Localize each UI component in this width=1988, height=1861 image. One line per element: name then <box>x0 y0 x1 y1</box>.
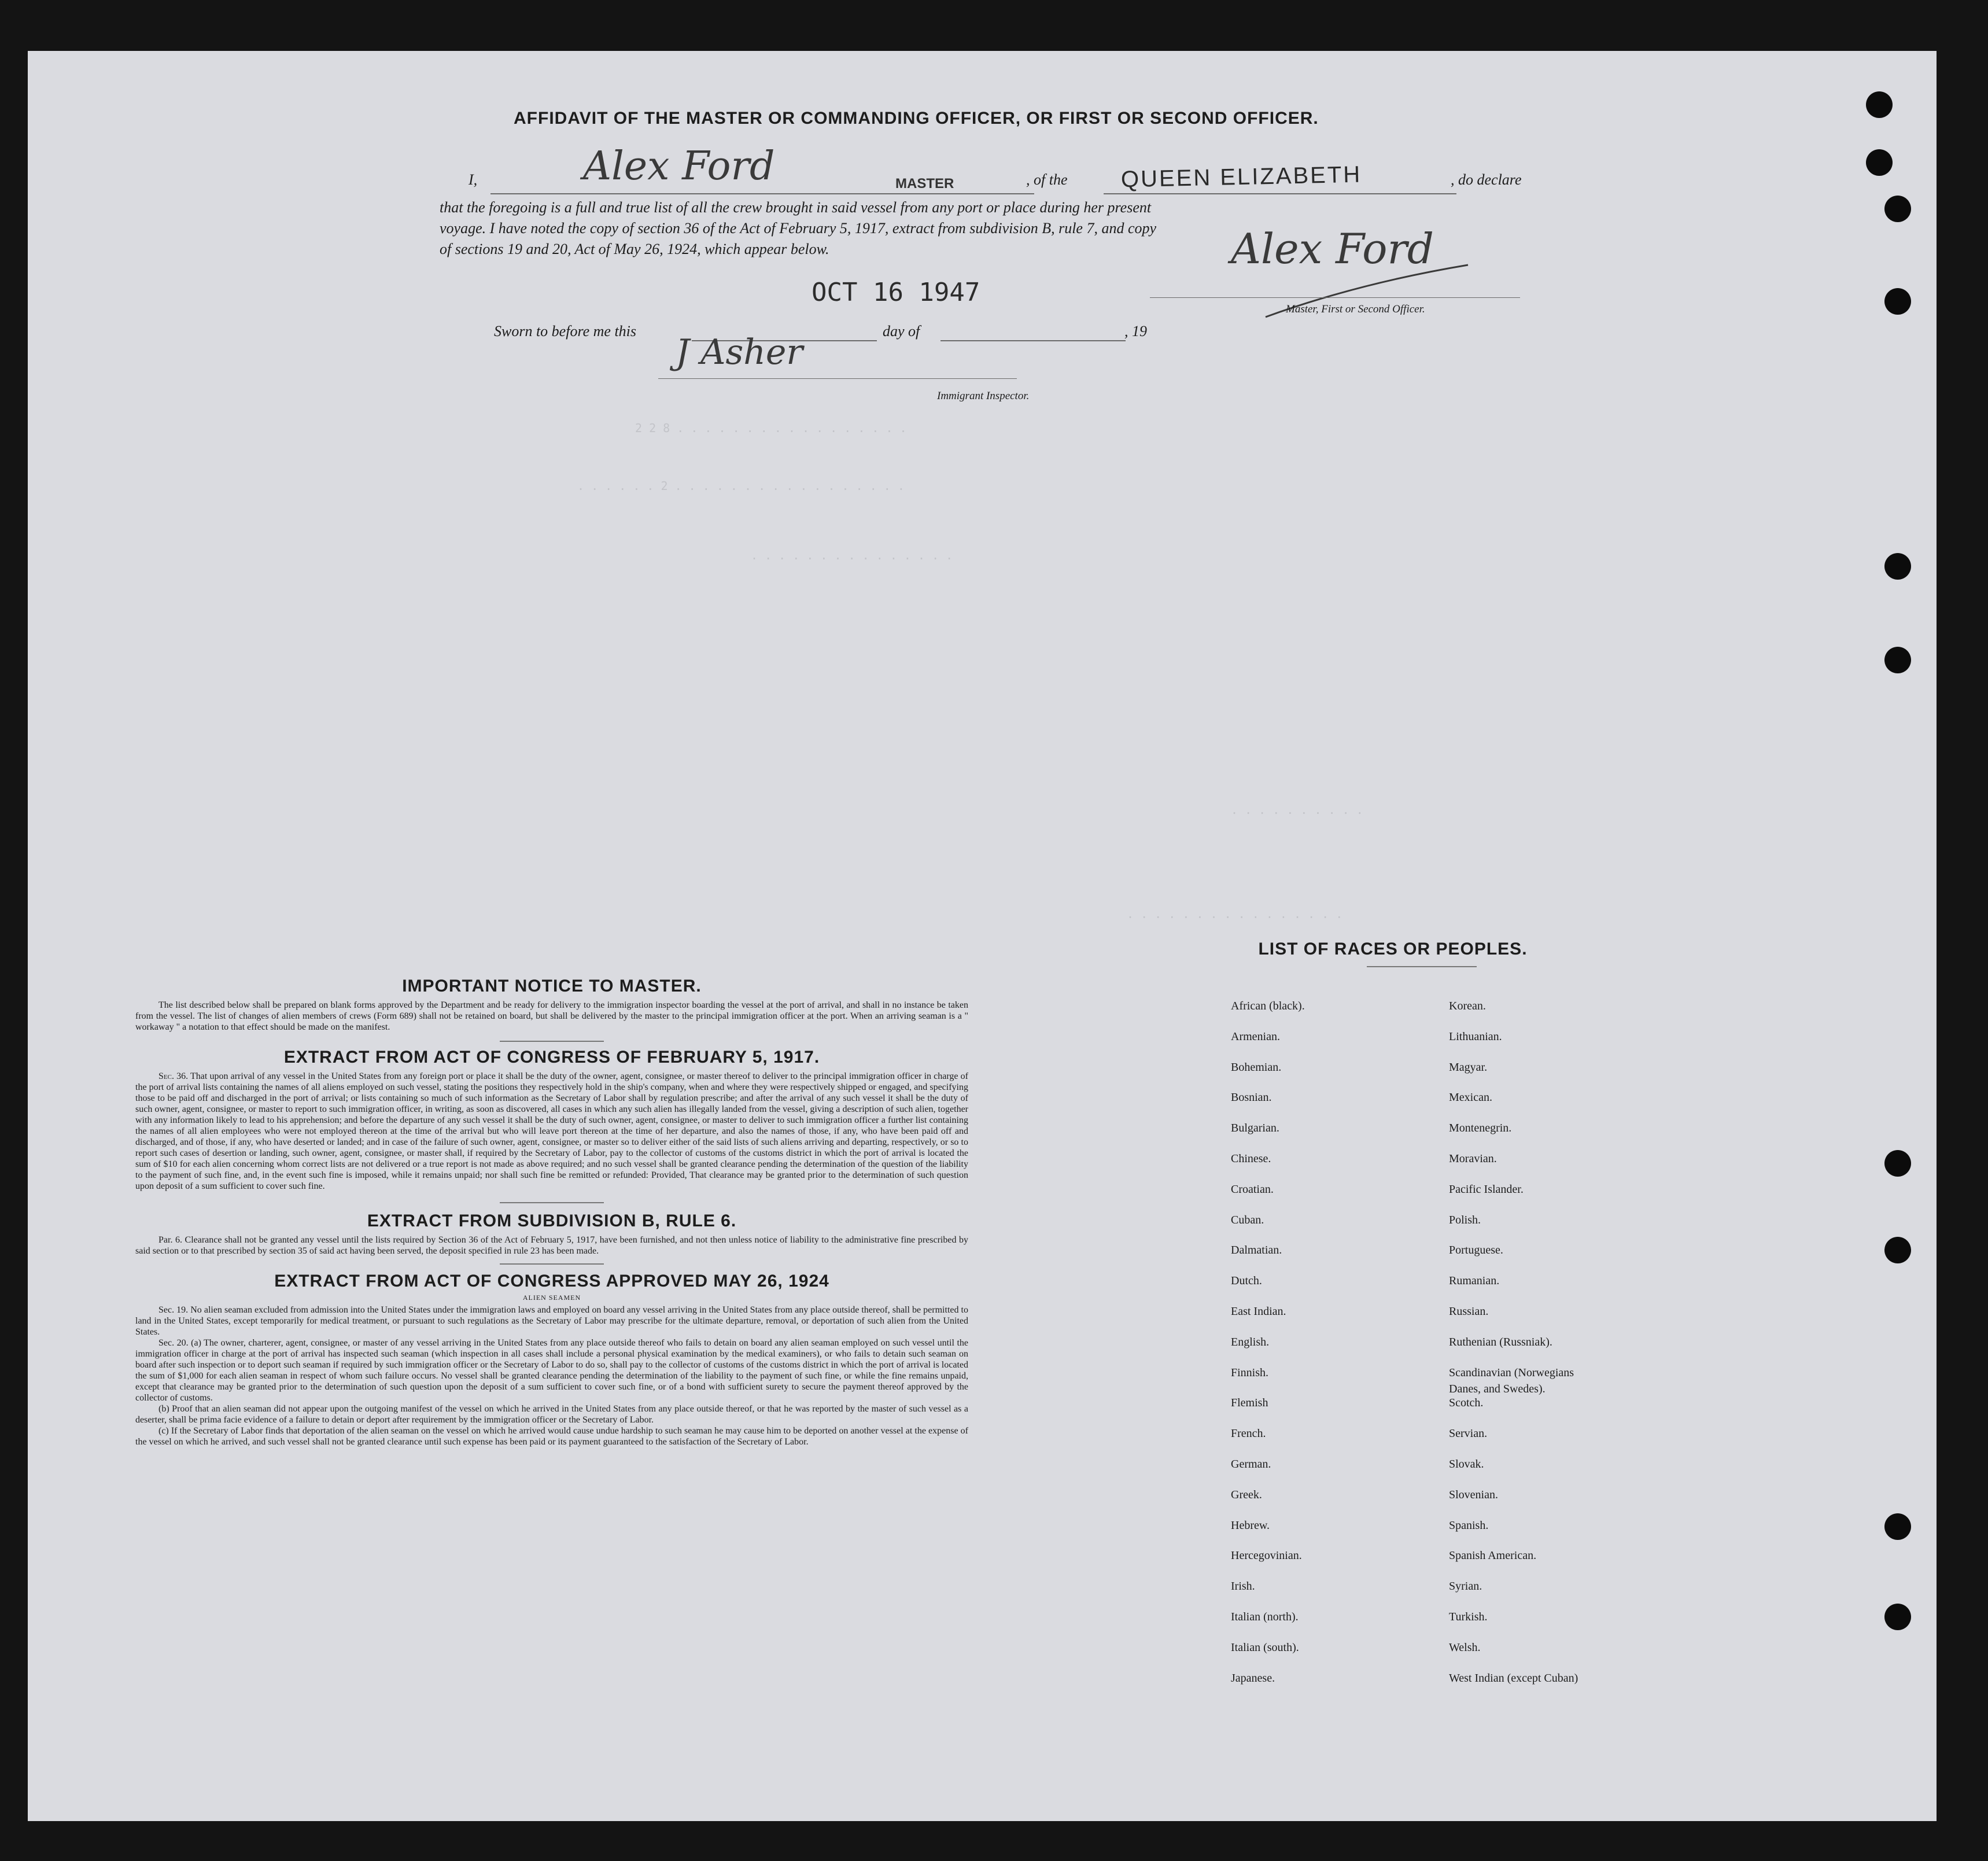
notice-text: The list described below shall be prepared on blank forms approved by the Department and be ready for delivery to the immigration inspector boarding the vessel at the port of arrival, and shall in no instance be taken from the vessel. The list of changes of alien members of crews (Form 689) shall not be retained on board, but shall be delivered by the master to the principal immigration officer at the port. When an arriving seaman is a " workaway " a notation to that effect should be made on the manifest. <box>135 1000 968 1032</box>
bleed-through-row: 2 2 8 . . . . . . . . . . . . . . . . . <box>635 421 907 435</box>
race-item-left: Bohemian. <box>1231 1061 1282 1074</box>
year-label: , 19 <box>1124 323 1147 340</box>
race-item-right: Ruthenian (Russniak). <box>1449 1336 1552 1348</box>
legal-notices-column <box>135 976 968 1447</box>
race-item-left: Irish. <box>1231 1580 1255 1593</box>
race-scandinavian-cont: Danes, and Swedes). <box>1449 1383 1546 1395</box>
race-item-left: East Indian. <box>1231 1305 1286 1318</box>
subdivision-title: EXTRACT FROM SUBDIVISION B, RULE 6. <box>367 1211 737 1230</box>
race-item-left: Japanese. <box>1231 1672 1275 1685</box>
inspector-signature: J Asher <box>676 332 803 373</box>
race-item-left: French. <box>1231 1427 1266 1440</box>
day-of-label: day of <box>883 323 920 340</box>
race-item-left: Armenian. <box>1231 1030 1280 1043</box>
binder-hole <box>1884 553 1911 580</box>
binder-hole <box>1884 288 1911 315</box>
i-label: I, <box>469 171 478 188</box>
bleed-through-row: . . . . . . . . . . <box>1231 803 1363 817</box>
race-item-right: Pacific Islander. <box>1449 1183 1524 1196</box>
race-item-right: Slovenian. <box>1449 1488 1498 1501</box>
race-item-right: West Indian (except Cuban) <box>1449 1672 1578 1685</box>
binder-hole <box>1884 1237 1911 1263</box>
race-item-left: Italian (south). <box>1231 1641 1299 1654</box>
binder-hole <box>1884 196 1911 222</box>
bleed-through-row: . . . . . . . . . . . . . . . <box>751 548 953 562</box>
date-stamp: OCT 16 1947 <box>812 278 980 307</box>
race-item-right: Magyar. <box>1449 1061 1488 1074</box>
subdivision-text: Par. 6. Clearance shall not be granted any vessel until the lists required by Section 36 of the Act of February 5, 1917, have been furnished, and not then unless notice of liability to the administrative fine prescribed by said section or to that prescribed by section 35 of said act having been served, the deposit specified in rule 23 has been made. <box>135 1235 968 1256</box>
race-item-right: Scotch. <box>1449 1396 1484 1409</box>
alien-seamen-subtitle: ALIEN SEAMEN <box>522 1294 581 1302</box>
race-item-left: Italian (north). <box>1231 1611 1299 1623</box>
race-item-left: Hercegovinian. <box>1231 1549 1302 1562</box>
race-item-left: Flemish <box>1231 1396 1268 1409</box>
affidavit-title: AFFIDAVIT OF THE MASTER OR COMMANDING OFFICER, OR FIRST OR SECOND OFFICER. <box>514 109 1319 128</box>
race-item-right: Moravian. <box>1449 1152 1497 1165</box>
sworn-label: Sworn to before me this <box>494 323 637 340</box>
affidavit-body-line3: of sections 19 and 20, Act of May 26, 1924, which appear below. <box>440 241 829 257</box>
race-item-right: Spanish American. <box>1449 1549 1537 1562</box>
binder-hole <box>1884 1604 1911 1630</box>
master-name-signature: Alex Ford <box>583 143 775 189</box>
race-item-left: German. <box>1231 1458 1271 1471</box>
race-item-right: Welsh. <box>1449 1641 1481 1654</box>
race-item-right: Spanish. <box>1449 1519 1489 1532</box>
race-item-right: Turkish. <box>1449 1611 1488 1623</box>
do-declare-label: , do declare <box>1451 171 1522 188</box>
race-item-right: Mexican. <box>1449 1091 1492 1104</box>
race-item-left: African (black). <box>1231 1000 1305 1012</box>
race-item-left: Cuban. <box>1231 1214 1264 1226</box>
extract-1924-text: Sec. 19. No alien seaman excluded from admission into the United States under the immigration laws and employed on board any vessel arriving in the United States from any place outside thereof, shall be permitted to land in the United States, except temporarily for medical treatment, or pursuant to such regulations as the Secretary of Labor may prescribe for the ultimate departure, removal, or deportation of such alien from the United States. Sec. 20. (a) The owner, charterer, agent, consignee, or master of any vessel arriving in the United States from any place outside thereof who fails to detain on board any alien seaman employed on such vessel until the immigration officer in charge at the port of arrival has inspected such seaman (which inspection in all cases shall include a personal physical examination by the medical examiners), or who fails to detain such seaman on board after such inspection or to deport such seaman if required by such immigration officer or the Secretary of Labor to do so, shall pay to the collector of customs of the customs district in which the port of arrival is located the sum of $1,000 for each alien seaman in respect of whom such failure occurs. No vessel shall be granted clearance pending the determination of the liability to the payment of such fine, or while the fine remains unpaid, except that clearance may be granted prior to the determination of such question upon the deposit of a sum sufficient to cover such fine, or of a bond with sufficient surety to secure the payment thereof approved by the collector of customs. (b) Proof that an alien seaman did not appear upon the outgoing manifest of the vessel on which he arrived in the United States from any place outside thereof, or that he was reported by the master of such vessel as a deserter, shall be prima facie evidence of a failure to detain or deport after requirement by the immigration officer or the Secretary of Labor. (c) If the Secretary of Labor finds that deportation of the alien seaman on the vessel on which he arrived would cause undue hardship to such seaman he may cause him to be deported on another vessel at the expense of the vessel on which he arrived, and such vessel shall not be granted clearance until such expense has been paid or its payment guaranteed to the satisfaction of the Secretary of Labor. <box>135 1305 968 1447</box>
race-item-right: Slovak. <box>1449 1458 1484 1471</box>
race-item-right: Scandinavian (Norwegians <box>1449 1366 1574 1379</box>
race-item-left: Greek. <box>1231 1488 1262 1501</box>
race-item-left: Hebrew. <box>1231 1519 1270 1532</box>
race-item-right: Portuguese. <box>1449 1244 1503 1256</box>
affidavit-body-line2: voyage. I have noted the copy of section 36 of the Act of February 5, 1917, extract from subdivision B, rule 7, and copy <box>440 220 1157 237</box>
race-item-left: Dutch. <box>1231 1274 1262 1287</box>
binder-hole <box>1866 149 1893 176</box>
race-item-left: Finnish. <box>1231 1366 1269 1379</box>
race-item-right: Polish. <box>1449 1214 1481 1226</box>
extract-1924-title: EXTRACT FROM ACT OF CONGRESS APPROVED MAY 26, 1924 <box>274 1272 829 1291</box>
bleed-through-row: . . . . . . . . . . . . . . . . <box>1127 907 1343 921</box>
race-item-right: Syrian. <box>1449 1580 1482 1593</box>
bleed-through-row: . . . . . . 2 . . . . . . . . . . . . . . . . . <box>577 479 905 493</box>
races-title-underline <box>1367 966 1477 967</box>
race-item-right: Korean. <box>1449 1000 1486 1012</box>
vessel-name-stamp: QUEEN ELIZABETH <box>1120 161 1362 193</box>
race-item-right: Russian. <box>1449 1305 1489 1318</box>
officer-signature: Alex Ford <box>1231 224 1434 273</box>
race-item-left: Croatian. <box>1231 1183 1274 1196</box>
races-title: LIST OF RACES OR PEOPLES. <box>1258 939 1528 959</box>
document-sheet <box>28 51 1937 1821</box>
race-item-right: Montenegrin. <box>1449 1122 1512 1134</box>
extract-1917-text: Sec. 36. That upon arrival of any vessel in the United States from any foreign port or place it shall be the duty of the owner, agent, consignee, or master thereof to deliver to the principal immigration officer in charge of the port of arrival lists containing the names of all aliens employed on such vessel, stating the positions they respectively hold in the ship's company, when and where they were respectively shipped or engaged, and specifying those to be paid off and discharged in the port of arrival; or lists containing so much of such information as the Secretary of Labor shall by regulation prescribe; and after the arrival of any such vessel it shall be the duty of such owner, agent, consignee, or master to report to such immigration officer, in writing, as soon as discovered, all cases in which any such alien has illegally landed from the vessel, giving a description of such alien, together with any information likely to lead to his apprehension; and before the departure of any such vessel it shall be the duty of such owner, agent, consignee, or master to deliver to such immigration officer a further list containing the names of all alien employees who were not employed thereon at the time of the arrival but who will leave port thereon at the time of her departure, and also the names of those, if any, who have been paid off and discharged, and of those, if any, who have deserted or landed; and in case of the failure of such owner, agent, consignee, or master so to deliver either of the said lists of such aliens arriving and departing, respectively, or so to report such cases of desertion or landing, such owner, agent, consignee, or master shall, if required by the Secretary of Labor, pay to the collector of customs of the customs district in which the port of arrival is located the sum of $10 for each alien concerning whom correct lists are not delivered or a true report is not made as above required; and no such vessel shall be granted clearance pending the determination of the question of the liability to the payment of such fine, and, in the event such fine is imposed, while it remains unpaid; nor shall such fine be remitted or refunded: Provided, That clearance may be granted prior to the determination of such question upon deposit of a sum sufficient to cover such fine. <box>135 1071 968 1191</box>
race-item-right: Servian. <box>1449 1427 1488 1440</box>
race-item-right: Lithuanian. <box>1449 1030 1502 1043</box>
race-item-left: Bulgarian. <box>1231 1122 1279 1134</box>
binder-hole <box>1884 1150 1911 1177</box>
notice-title: IMPORTANT NOTICE TO MASTER. <box>402 976 702 996</box>
inspector-caption: Immigrant Inspector. <box>937 390 1030 402</box>
officer-caption: Master, First or Second Officer. <box>1286 303 1425 315</box>
affidavit-body-line1: that the foregoing is a full and true list of all the crew brought in said vessel from any port or place during her present <box>440 199 1152 216</box>
binder-hole <box>1866 91 1893 118</box>
race-item-left: Bosnian. <box>1231 1091 1272 1104</box>
binder-hole <box>1884 1513 1911 1540</box>
binder-hole <box>1884 647 1911 673</box>
race-item-left: Chinese. <box>1231 1152 1271 1165</box>
race-item-right: Rumanian. <box>1449 1274 1500 1287</box>
master-stamp: MASTER <box>895 176 954 191</box>
of-the-label: , of the <box>1026 171 1068 188</box>
extract-1917-title: EXTRACT FROM ACT OF CONGRESS OF FEBRUARY 5, 1917. <box>283 1048 820 1067</box>
race-item-left: Dalmatian. <box>1231 1244 1282 1256</box>
race-item-left: English. <box>1231 1336 1270 1348</box>
